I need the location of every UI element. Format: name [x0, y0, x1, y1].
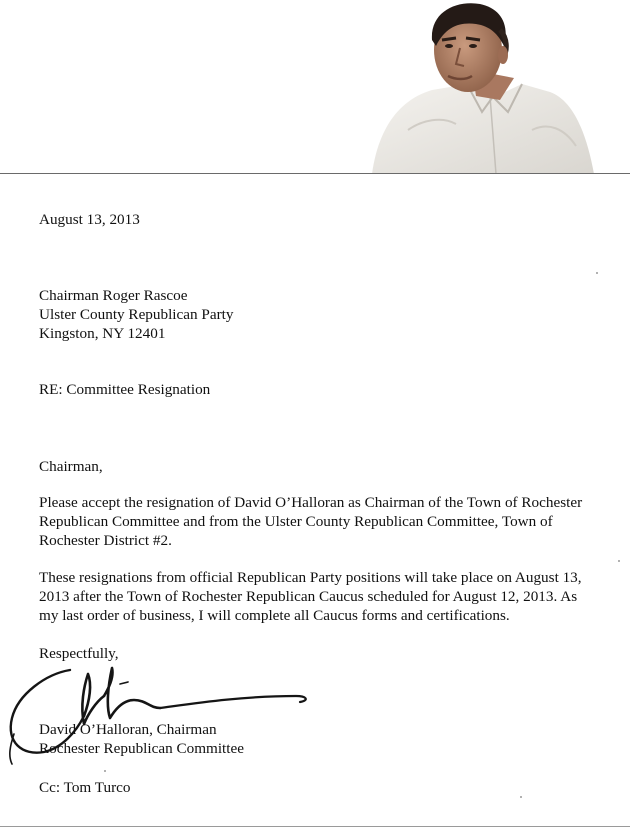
cc-line: Cc: Tom Turco	[39, 779, 131, 796]
paragraph-2-line-3: my last order of business, I will complete all Caucus forms and certifications.	[39, 607, 510, 624]
recipient-city-line: Kingston, NY 12401	[39, 325, 166, 342]
header-divider-line	[0, 173, 630, 174]
paragraph-2-line-2: 2013 after the Town of Rochester Republican Caucus scheduled for August 12, 2013. As	[39, 588, 578, 605]
paragraph-1-line-1: Please accept the resignation of David O’Halloran as Chairman of the Town of Rochester	[39, 494, 583, 511]
recipient-name: Chairman Roger Rascoe	[39, 287, 188, 304]
header-portrait-photo	[372, 0, 594, 174]
signer-name-title: David O’Halloran, Chairman	[39, 721, 217, 738]
scan-speck	[520, 796, 522, 798]
recipient-organization: Ulster County Republican Party	[39, 306, 234, 323]
signer-committee: Rochester Republican Committee	[39, 740, 244, 757]
letter-closing: Respectfully,	[39, 645, 119, 662]
scan-speck	[104, 770, 106, 772]
paragraph-2-line-1: These resignations from official Republican Party positions will take place on August 13,	[39, 569, 582, 586]
paragraph-1-line-2: Republican Committee and from the Ulster County Republican Committee, Town of	[39, 513, 553, 530]
letter-salutation: Chairman,	[39, 458, 103, 475]
letter-date: August 13, 2013	[39, 211, 140, 228]
letter-subject: RE: Committee Resignation	[39, 381, 211, 398]
footer-divider-line	[0, 826, 630, 827]
paragraph-1-line-3: Rochester District #2.	[39, 532, 172, 549]
scan-speck	[596, 272, 598, 274]
scan-speck	[618, 560, 620, 562]
